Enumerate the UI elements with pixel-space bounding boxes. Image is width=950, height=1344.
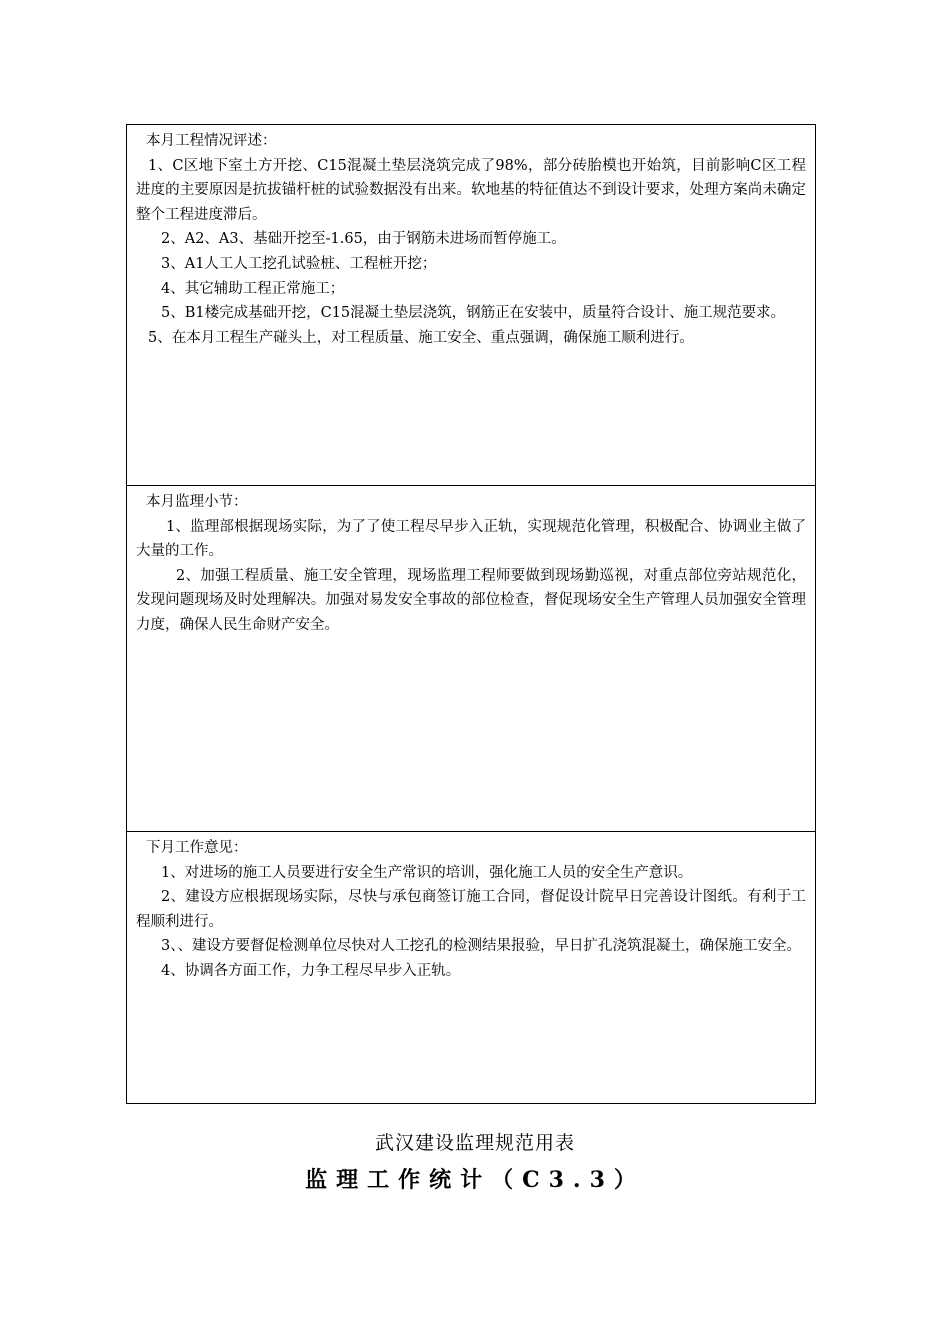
next-item-3: 3、、建设方要督促检测单位尽快对人工挖孔的检测结果报验，早日扩孔浇筑混凝土，确保施工安全。	[161, 938, 801, 955]
monthly-review-cell	[127, 125, 815, 485]
form-subtitle: 武汉建设监理规范用表	[374, 1132, 575, 1154]
summary-item-2: 2、加强工程质量、施工安全管理，现场监理工程师要做到现场勤巡视，对重点部位旁站规范化，发现问题现场及时处理解决。加强对易发安全事故的部位检查，督促现场安全生产管理人员加强安全管理力度，确保人民生命财产安全。	[136, 567, 806, 633]
monthly-review-heading: 本月工程情况评述：	[146, 133, 277, 149]
review-item-2: 2、A2、A3、基础开挖至-1.65，由于钢筋未进场而暂停施工。	[161, 231, 566, 248]
review-item-4: 4、其它辅助工程正常施工；	[161, 280, 345, 297]
review-item-6: 5、在本月工程生产碰头上，对工程质量、施工安全、重点强调，确保施工顺利进行。	[148, 329, 694, 346]
next-item-2: 2、建设方应根据现场实际，尽快与承包商签订施工合同，督促设计院早日完善设计图纸。有利于工程顺利进行。	[136, 889, 806, 930]
monthly-summary-cell	[127, 485, 815, 831]
form-title: 监理工作统计（C3.3）	[305, 1167, 645, 1193]
summary-item-1: 1、监理部根据现场实际，为了了使工程尽早步入正轨，实现规范化管理，积极配合、协调业主做了大量的工作。	[136, 518, 806, 560]
review-item-3: 3、A1人工人工挖孔试验桩、工程桩开挖；	[161, 255, 437, 272]
monthly-summary-heading: 本月监理小节：	[146, 494, 248, 510]
next-item-4: 4、协调各方面工作，力争工程尽早步入正轨。	[161, 962, 461, 979]
next-month-heading: 下月工作意见：	[146, 840, 248, 856]
next-item-1: 1、对进场的施工人员要进行安全生产常识的培训，强化施工人员的安全生产意识。	[161, 864, 693, 881]
review-item-5: 5、B1楼完成基础开挖，C15混凝土垫层浇筑，钢筋正在安装中，质量符合设计、施工规范要求。	[161, 305, 786, 322]
review-item-1: 1、C区地下室土方开挖、C15混凝土垫层浇筑完成了98%，部分砖胎模也开始筑，目前影响C区工程进度的主要原因是抗拔锚杆桩的试验数据没有出来。软地基的特征值达不到设计要求，处理方案尚未确定整个工程进度滞后。	[136, 157, 806, 223]
next-month-cell	[127, 831, 815, 1105]
report-table	[126, 124, 816, 1104]
